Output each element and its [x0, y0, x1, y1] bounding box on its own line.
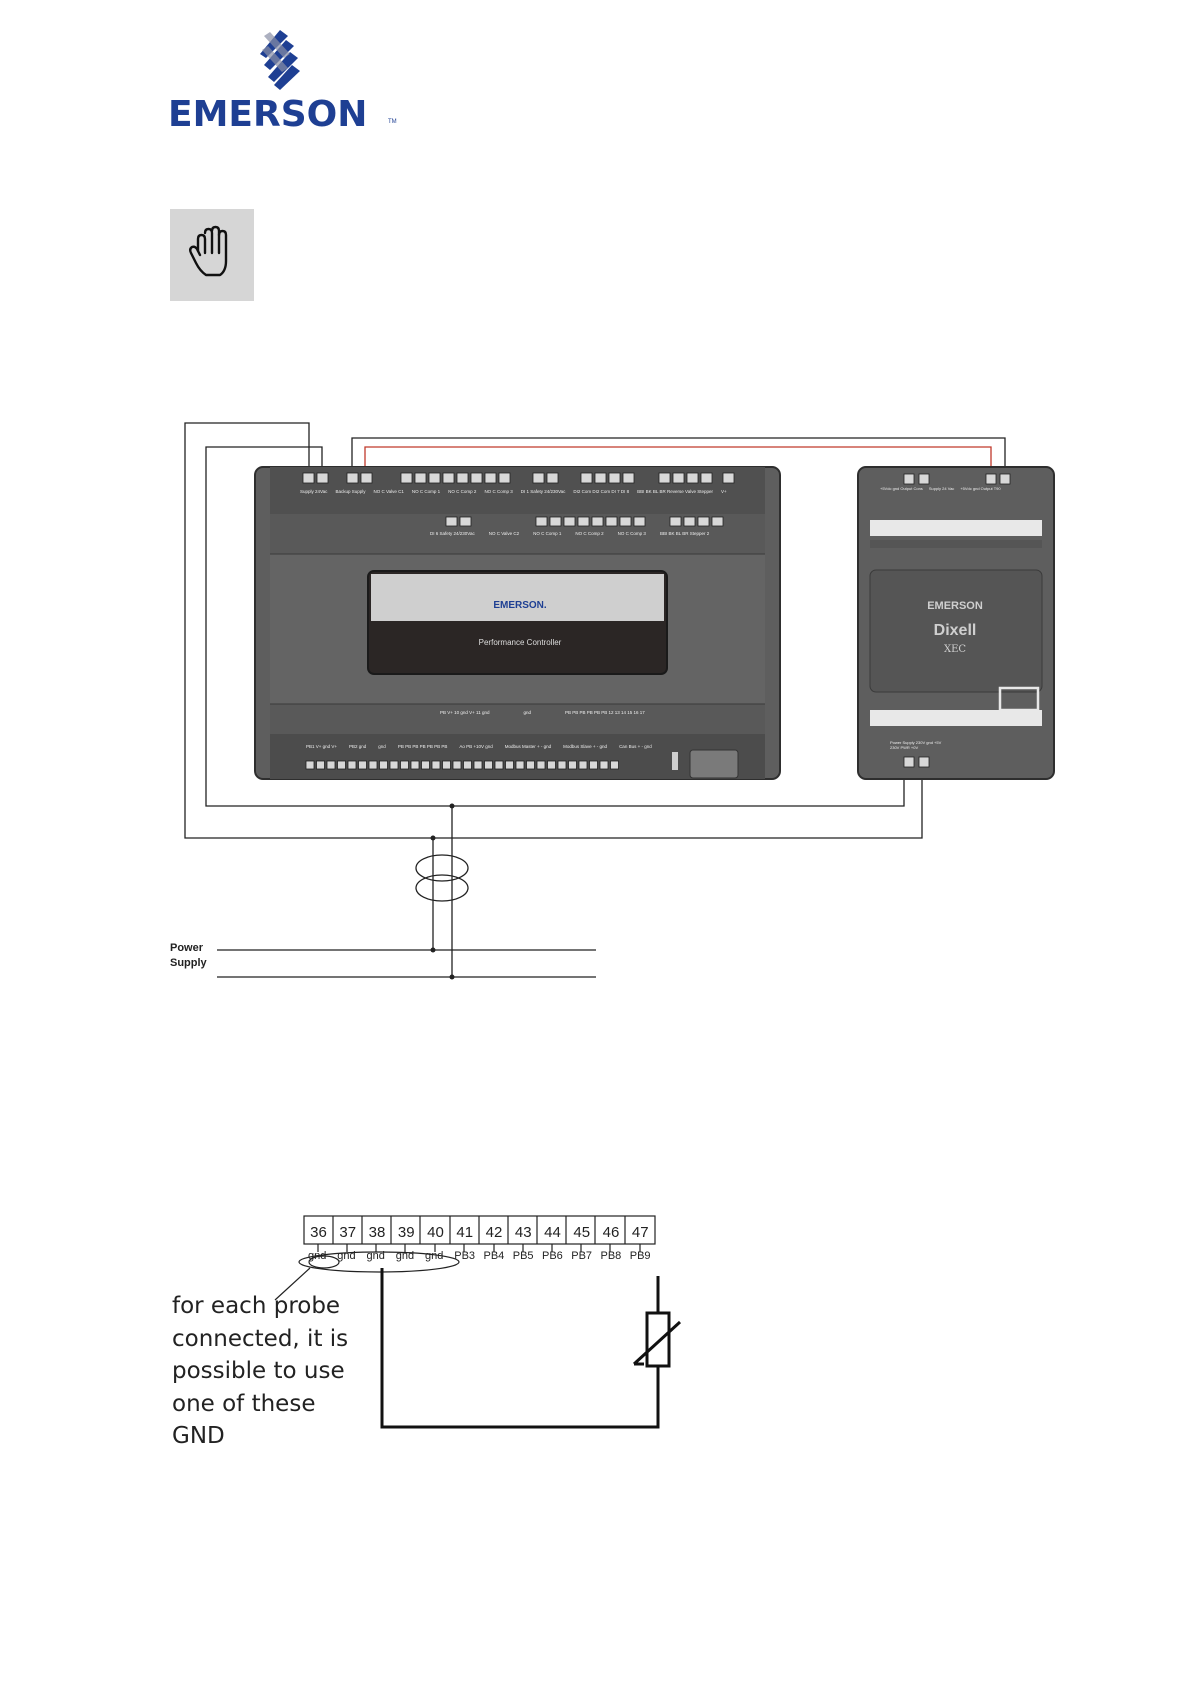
device-label: Modbus Slave + - gnd — [563, 744, 608, 749]
note-line-5: GND — [172, 1423, 225, 1449]
device-label: Can Bus + - gnd — [619, 744, 652, 749]
device-label: Backup Supply — [335, 489, 366, 494]
supply-label: Supply — [170, 957, 207, 969]
terminal-number: 46 — [602, 1224, 620, 1241]
device-label: DI 6 Safety 24/230Vac — [430, 531, 475, 536]
terminal-number: 44 — [544, 1224, 561, 1241]
terminal-number: 41 — [456, 1224, 474, 1241]
device-label: gnd — [378, 744, 386, 749]
device-label: PB1 V+ gnd V+ — [306, 744, 338, 749]
xec-product: Dixell — [933, 622, 977, 639]
xec-brand: EMERSON — [927, 600, 983, 612]
terminal-number: 39 — [397, 1224, 415, 1241]
terminal-label: gnd — [308, 1250, 327, 1262]
device-label: PB2 gnd — [349, 744, 367, 749]
note-line-2: connected, it is — [172, 1325, 349, 1352]
terminal-number: 37 — [339, 1224, 357, 1241]
device-label: PB V+ 10 gnd V+ 11 gnd — [440, 710, 490, 715]
device-label: NO C Comp 3 — [617, 531, 646, 536]
device-label: Supply 24 Vac — [928, 486, 955, 491]
terminal-number: 42 — [485, 1224, 503, 1241]
device-label: +5Vdc gnd Output T90 — [960, 486, 1001, 491]
terminal-number: 40 — [427, 1224, 444, 1241]
device-label: NO C Comp 3 — [484, 489, 513, 494]
terminal-label: gnd — [425, 1250, 444, 1262]
device-label: Power Supply 230V gnd +5V — [890, 740, 942, 745]
device-label: Ao PB +10V gnd — [459, 744, 493, 749]
note-line-3: possible to use — [172, 1358, 345, 1384]
device-label: NO C Valve C2 — [488, 531, 520, 536]
device-label: NO C Comp 2 — [575, 531, 604, 536]
terminal-number: 38 — [368, 1224, 386, 1241]
device-label: BBI BK BL BR Reverse Valve Stepper — [637, 489, 713, 494]
terminal-number: 47 — [631, 1224, 649, 1241]
terminal-label: PB4 — [483, 1250, 505, 1262]
note-line-4: one of these — [172, 1390, 316, 1417]
terminal-label: PB7 — [571, 1250, 593, 1262]
terminal-number: 43 — [514, 1224, 532, 1241]
device-label: V+ — [720, 489, 727, 494]
device-label: DI 1 Safety 24/230Vac — [520, 489, 566, 494]
terminal-label: PB9 — [629, 1250, 651, 1262]
device-label: PB PB PB PB PB PB 12 13 14 15 16 17 — [564, 710, 645, 715]
gnd-note — [172, 1290, 348, 1453]
device-label: Modbus Master + - gnd — [504, 744, 552, 749]
device-label: Supply 24Vac — [300, 489, 328, 494]
brand-trademark: TM — [388, 119, 397, 125]
device-label: 230V PWR +0V — [890, 745, 919, 750]
terminal-label: PB8 — [600, 1250, 622, 1262]
device-label: DI2 Com DI2 Com DI 7 DI 8 — [573, 489, 630, 494]
controller-brand: EMERSON. — [493, 600, 547, 611]
device-label: PB PB PB PB PB PB PB — [397, 744, 448, 749]
terminal-label: gnd — [337, 1250, 356, 1262]
note-line-1: for each probe — [172, 1293, 341, 1319]
device-label: gnd — [523, 710, 531, 715]
device-label: NO C Comp 1 — [533, 531, 562, 536]
xec-model: XEC — [943, 644, 967, 655]
device-label: NO C Valve C1 — [373, 489, 404, 494]
terminal-label: gnd — [366, 1250, 385, 1262]
device-label: NO C Comp 2 — [448, 489, 477, 494]
device-label: NO C Comp 1 — [411, 489, 441, 494]
brand-name: EMERSON — [168, 94, 368, 135]
terminal-label: PB6 — [542, 1250, 563, 1262]
terminal-number: 36 — [310, 1224, 327, 1241]
terminal-label: gnd — [395, 1250, 415, 1262]
device-label: +5Vdc gnd Output Cons — [880, 486, 923, 491]
terminal-label: PB5 — [512, 1250, 534, 1262]
power-label: Power — [170, 942, 204, 954]
device-label: BBI BK BL BR Stepper 2 — [659, 531, 710, 536]
terminal-label: PB3 — [454, 1250, 476, 1262]
controller-display-text: Performance Controller — [478, 638, 562, 647]
terminal-number: 45 — [573, 1224, 591, 1241]
